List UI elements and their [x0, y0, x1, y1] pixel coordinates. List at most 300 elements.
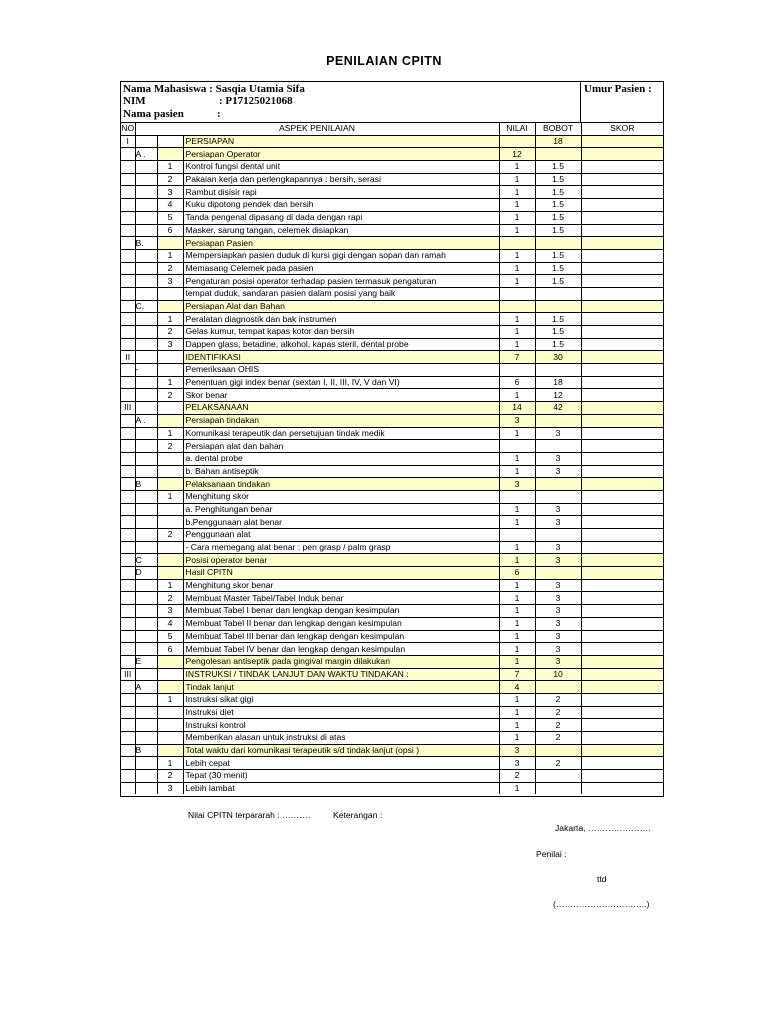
bobot-cell	[535, 744, 581, 757]
nilai-cell: 1	[499, 186, 535, 199]
aspect-text: Masker, sarung tangan, celemek disiapkan	[183, 224, 499, 237]
table-row	[121, 668, 663, 681]
section-letter	[135, 592, 157, 605]
row-number	[121, 681, 135, 694]
skor-cell	[581, 135, 663, 148]
section-letter	[135, 706, 157, 719]
bobot-cell: 42	[535, 402, 581, 415]
column-header-row	[121, 123, 663, 136]
item-number	[157, 452, 183, 465]
table-row	[121, 275, 663, 288]
table-row	[121, 287, 663, 300]
row-number	[121, 376, 135, 389]
section-letter	[135, 503, 157, 516]
item-number	[157, 655, 183, 668]
item-number	[157, 554, 183, 567]
aspect-text: Persiapan alat dan bahan	[183, 440, 499, 453]
section-letter: B.	[135, 237, 157, 250]
item-number	[157, 719, 183, 732]
section-letter: B	[135, 478, 157, 491]
skor-cell	[581, 237, 663, 250]
aspect-text: Kuku dipotong pendek dan bersih	[183, 199, 499, 212]
aspect-text: Persiapan Operator	[183, 148, 499, 161]
bobot-cell: 3	[535, 630, 581, 643]
skor-cell	[581, 300, 663, 313]
bobot-cell: 18	[535, 135, 581, 148]
nilai-cell: 6	[499, 567, 535, 580]
nilai-cell: 1	[499, 173, 535, 186]
aspect-text: Peralatan diagnostik dan bak instrumen	[183, 313, 499, 326]
nilai-cell	[499, 237, 535, 250]
row-number	[121, 300, 135, 313]
skor-cell	[581, 186, 663, 199]
table-row	[121, 452, 663, 465]
table-row	[121, 389, 663, 402]
item-number	[157, 402, 183, 415]
item-number: 3	[157, 186, 183, 199]
item-number: 4	[157, 199, 183, 212]
skor-cell	[581, 744, 663, 757]
section-letter: C.	[135, 300, 157, 313]
bobot-cell: 1.5	[535, 211, 581, 224]
ttd-label: ttd	[597, 874, 607, 884]
nilai-cell: 1	[499, 554, 535, 567]
section-letter: B	[135, 744, 157, 757]
item-number	[157, 351, 183, 364]
aspect-text: Instruksi diet	[183, 706, 499, 719]
nilai-cell: 1	[499, 719, 535, 732]
section-letter: E	[135, 655, 157, 668]
bobot-cell: 3	[535, 592, 581, 605]
row-number	[121, 249, 135, 262]
bobot-cell: 1.5	[535, 249, 581, 262]
bobot-cell: 1.5	[535, 338, 581, 351]
skor-cell	[581, 490, 663, 503]
aspect-text: Pengaturan posisi operator terhadap pasien termasuk pengaturan	[183, 275, 499, 288]
row-number	[121, 338, 135, 351]
row-number	[121, 757, 135, 770]
item-number	[157, 364, 183, 377]
item-number	[157, 414, 183, 427]
section-letter	[135, 135, 157, 148]
aspect-text: Memberikan alasan untuk instruksi di atas	[183, 732, 499, 745]
nilai-cell	[499, 135, 535, 148]
row-number	[121, 161, 135, 174]
patient-name-colon: :	[217, 108, 221, 120]
aspect-text: PERSIAPAN	[183, 135, 499, 148]
table-row	[121, 199, 663, 212]
skor-cell	[581, 782, 663, 794]
item-number	[157, 478, 183, 491]
nilai-cell: 1	[499, 313, 535, 326]
row-number	[121, 199, 135, 212]
section-letter	[135, 440, 157, 453]
bobot-cell: 2	[535, 706, 581, 719]
aspect-text: Gelas kumur, tempat kapas kotor dan bersih	[183, 326, 499, 339]
section-letter	[135, 287, 157, 300]
bobot-cell: 30	[535, 351, 581, 364]
bobot-cell: 2	[535, 719, 581, 732]
nilai-cell	[499, 364, 535, 377]
section-letter	[135, 376, 157, 389]
section-letter	[135, 579, 157, 592]
table-row	[121, 782, 663, 794]
aspect-text: Penggunaan alat	[183, 529, 499, 542]
bobot-cell	[535, 529, 581, 542]
item-number	[157, 287, 183, 300]
skor-cell	[581, 617, 663, 630]
bobot-cell	[535, 364, 581, 377]
bobot-cell	[535, 440, 581, 453]
nilai-cell: 3	[499, 744, 535, 757]
bobot-cell: 3	[535, 554, 581, 567]
item-number: 1	[157, 249, 183, 262]
item-number: 1	[157, 161, 183, 174]
nilai-cell: 3	[499, 478, 535, 491]
bobot-cell	[535, 414, 581, 427]
aspect-text: - Cara memegang alat benar : pen grasp / palm grasp	[183, 541, 499, 554]
bobot-cell: 1.5	[535, 199, 581, 212]
aspect-text: a. dental probe	[183, 452, 499, 465]
item-number	[157, 516, 183, 529]
item-number	[157, 732, 183, 745]
table-row	[121, 529, 663, 542]
row-number	[121, 719, 135, 732]
skor-cell	[581, 173, 663, 186]
bobot-cell	[535, 770, 581, 783]
table-row	[121, 186, 663, 199]
section-letter	[135, 389, 157, 402]
skor-cell	[581, 287, 663, 300]
nilai-cell: 4	[499, 681, 535, 694]
nilai-cell: 1	[499, 452, 535, 465]
skor-cell	[581, 668, 663, 681]
nilai-cell: 1	[499, 592, 535, 605]
row-number	[121, 173, 135, 186]
row-number	[121, 706, 135, 719]
table-row	[121, 655, 663, 668]
nilai-cell: 1	[499, 503, 535, 516]
item-number: 3	[157, 275, 183, 288]
table-row	[121, 719, 663, 732]
bobot-cell: 1.5	[535, 313, 581, 326]
row-number	[121, 567, 135, 580]
skor-cell	[581, 199, 663, 212]
section-letter	[135, 262, 157, 275]
skor-cell	[581, 529, 663, 542]
section-letter	[135, 452, 157, 465]
table-row	[121, 643, 663, 656]
section-letter	[135, 249, 157, 262]
skor-cell	[581, 402, 663, 415]
item-number: 4	[157, 617, 183, 630]
bobot-cell: 1.5	[535, 173, 581, 186]
table-row	[121, 693, 663, 706]
bobot-cell: 3	[535, 541, 581, 554]
section-letter	[135, 693, 157, 706]
row-number	[121, 732, 135, 745]
nilai-cell: 1	[499, 211, 535, 224]
row-number	[121, 554, 135, 567]
skor-cell	[581, 770, 663, 783]
aspect-text: PELAKSANAAN	[183, 402, 499, 415]
bobot-cell: 1.5	[535, 262, 581, 275]
bobot-cell: 2	[535, 732, 581, 745]
bobot-cell	[535, 300, 581, 313]
table-row	[121, 148, 663, 161]
nilai-cell: 1	[499, 605, 535, 618]
row-number	[121, 744, 135, 757]
section-letter	[135, 529, 157, 542]
item-number: 1	[157, 757, 183, 770]
section-letter	[135, 732, 157, 745]
item-number	[157, 465, 183, 478]
aspect-text: Rambut disisir rapi	[183, 186, 499, 199]
item-number	[157, 135, 183, 148]
section-letter	[135, 351, 157, 364]
section-letter	[135, 782, 157, 794]
col-header-nilai: NILAI	[499, 123, 535, 136]
assessment-form	[120, 81, 664, 797]
aspect-text: Persiapan Pasien	[183, 237, 499, 250]
aspect-text: Memasang Celemek pada pasien	[183, 262, 499, 275]
row-number	[121, 275, 135, 288]
keterangan-label: Keterangan :	[333, 810, 383, 820]
skor-cell	[581, 567, 663, 580]
nilai-cell	[499, 287, 535, 300]
aspect-text: Kontrol fungsi dental unit	[183, 161, 499, 174]
aspect-text: Menghitung skor benar	[183, 579, 499, 592]
nilai-cell: 1	[499, 732, 535, 745]
row-number	[121, 287, 135, 300]
table-row	[121, 732, 663, 745]
row-number	[121, 655, 135, 668]
table-row	[121, 440, 663, 453]
section-letter: C	[135, 554, 157, 567]
section-letter	[135, 161, 157, 174]
table-row	[121, 681, 663, 694]
nilai-cell: 1	[499, 465, 535, 478]
section-letter	[135, 186, 157, 199]
nilai-cell: 1	[499, 643, 535, 656]
skor-cell	[581, 655, 663, 668]
table-row	[121, 554, 663, 567]
skor-cell	[581, 376, 663, 389]
skor-cell	[581, 313, 663, 326]
section-letter	[135, 770, 157, 783]
col-header-bobot: BOBOT	[535, 123, 581, 136]
skor-cell	[581, 579, 663, 592]
nilai-cell: 1	[499, 541, 535, 554]
aspect-text: Membuat Tabel III benar dan lengkap dengan kesimpulan	[183, 630, 499, 643]
nilai-cell: 1	[499, 224, 535, 237]
row-number	[121, 617, 135, 630]
aspect-text: Dappen glass, betadine, alkohol, kapas steril, dental probe	[183, 338, 499, 351]
nilai-cell	[499, 300, 535, 313]
aspect-text: tempat duduk, sandaran pasien dalam posisi yang baik	[183, 287, 499, 300]
nilai-cell	[499, 490, 535, 503]
nilai-cell: 2	[499, 770, 535, 783]
row-number: I	[121, 135, 135, 148]
skor-cell	[581, 465, 663, 478]
nilai-cell: 3	[499, 757, 535, 770]
nilai-cell	[499, 440, 535, 453]
section-letter: A .	[135, 148, 157, 161]
item-number: 3	[157, 338, 183, 351]
aspect-text: Persiapan Alat dan Bahan	[183, 300, 499, 313]
bobot-cell: 1.5	[535, 186, 581, 199]
item-number: 2	[157, 529, 183, 542]
skor-cell	[581, 643, 663, 656]
bobot-cell	[535, 567, 581, 580]
table-row	[121, 376, 663, 389]
nilai-cell: 1	[499, 249, 535, 262]
row-number	[121, 503, 135, 516]
row-number	[121, 389, 135, 402]
nilai-cell: 1	[499, 516, 535, 529]
row-number	[121, 313, 135, 326]
aspect-text: Penentuan gigi index benar (sextan I, II, III, IV, V dan VI)	[183, 376, 499, 389]
item-number: 6	[157, 643, 183, 656]
aspect-text: Pakaian kerja dan perlengkapannya : bersih, serasi	[183, 173, 499, 186]
bobot-cell: 12	[535, 389, 581, 402]
table-row	[121, 364, 663, 377]
item-number: 1	[157, 579, 183, 592]
table-row	[121, 516, 663, 529]
bobot-cell: 2	[535, 693, 581, 706]
row-number: III	[121, 402, 135, 415]
row-number	[121, 211, 135, 224]
section-letter	[135, 541, 157, 554]
section-letter	[135, 326, 157, 339]
aspect-text: Instruksi sikat gigi	[183, 693, 499, 706]
bobot-cell	[535, 782, 581, 794]
row-number	[121, 440, 135, 453]
table-row	[121, 161, 663, 174]
skor-cell	[581, 605, 663, 618]
bobot-cell	[535, 681, 581, 694]
skor-cell	[581, 706, 663, 719]
document-title: PENILAIAN CPITN	[326, 54, 442, 68]
table-row	[121, 630, 663, 643]
bobot-cell: 1.5	[535, 326, 581, 339]
row-number	[121, 592, 135, 605]
item-number	[157, 567, 183, 580]
table-row	[121, 237, 663, 250]
table-row	[121, 706, 663, 719]
table-row	[121, 211, 663, 224]
table-row	[121, 465, 663, 478]
aspect-text: Membuat Tabel II benar dan lengkap dengan kesimpulan	[183, 617, 499, 630]
bobot-cell: 3	[535, 617, 581, 630]
section-letter	[135, 224, 157, 237]
table-row	[121, 338, 663, 351]
skor-cell	[581, 224, 663, 237]
skor-cell	[581, 719, 663, 732]
row-number	[121, 770, 135, 783]
item-number: 3	[157, 782, 183, 794]
bobot-cell	[535, 148, 581, 161]
bobot-cell: 1.5	[535, 224, 581, 237]
skor-cell	[581, 541, 663, 554]
col-header-skor: SKOR	[581, 123, 663, 136]
item-number: 5	[157, 211, 183, 224]
skor-cell	[581, 503, 663, 516]
table-row	[121, 744, 663, 757]
nilai-cell: 3	[499, 414, 535, 427]
table-row	[121, 262, 663, 275]
item-number: 1	[157, 427, 183, 440]
row-number	[121, 148, 135, 161]
section-letter: A	[135, 681, 157, 694]
skor-cell	[581, 414, 663, 427]
skor-cell	[581, 275, 663, 288]
table-row	[121, 351, 663, 364]
nilai-cell: 1	[499, 275, 535, 288]
penilai-label: Penilai :	[536, 849, 567, 859]
aspect-text: Komunikasi terapeutik dan persetujuan tindak medik	[183, 427, 499, 440]
table-row	[121, 173, 663, 186]
table-row	[121, 770, 663, 783]
item-number: 2	[157, 592, 183, 605]
signature-line: (…………………………..)	[553, 899, 650, 909]
table-row	[121, 300, 663, 313]
aspect-text: IDENTIFIKASI	[183, 351, 499, 364]
section-letter	[135, 719, 157, 732]
item-number	[157, 148, 183, 161]
nilai-cell: 1	[499, 693, 535, 706]
row-number	[121, 224, 135, 237]
nilai-cell: 14	[499, 402, 535, 415]
bobot-cell	[535, 287, 581, 300]
section-letter	[135, 211, 157, 224]
section-letter	[135, 605, 157, 618]
col-header-no: NO	[121, 123, 135, 134]
section-letter	[135, 173, 157, 186]
item-number: 2	[157, 326, 183, 339]
aspect-text: a. Penghitungan benar	[183, 503, 499, 516]
assessment-table	[121, 122, 663, 794]
item-number	[157, 706, 183, 719]
aspect-text: Pengolesan antiseptik pada gingival margin dilakukan	[183, 655, 499, 668]
aspect-text: Pelaksanaan tindakan	[183, 478, 499, 491]
aspect-text: Membuat Tabel IV benar dan lengkap dengan kesimpulan	[183, 643, 499, 656]
section-letter	[135, 630, 157, 643]
row-number	[121, 478, 135, 491]
table-row	[121, 313, 663, 326]
aspect-text: INSTRUKSI / TINDAK LANJUT DAN WAKTU TINDAKAN :	[183, 668, 499, 681]
item-number: 2	[157, 389, 183, 402]
item-number	[157, 668, 183, 681]
nim-label: NIM	[123, 95, 146, 107]
section-letter	[135, 643, 157, 656]
skor-cell	[581, 440, 663, 453]
skor-cell	[581, 478, 663, 491]
item-number	[157, 681, 183, 694]
section-letter	[135, 465, 157, 478]
item-number	[157, 744, 183, 757]
skor-cell	[581, 326, 663, 339]
row-number	[121, 529, 135, 542]
nilai-cell: 1	[499, 262, 535, 275]
section-letter	[135, 338, 157, 351]
bobot-cell: 3	[535, 643, 581, 656]
patient-age-label: Umur Pasien :	[584, 83, 652, 95]
bobot-cell: 18	[535, 376, 581, 389]
nilai-cell: 1	[499, 338, 535, 351]
item-number: 1	[157, 313, 183, 326]
row-number	[121, 186, 135, 199]
